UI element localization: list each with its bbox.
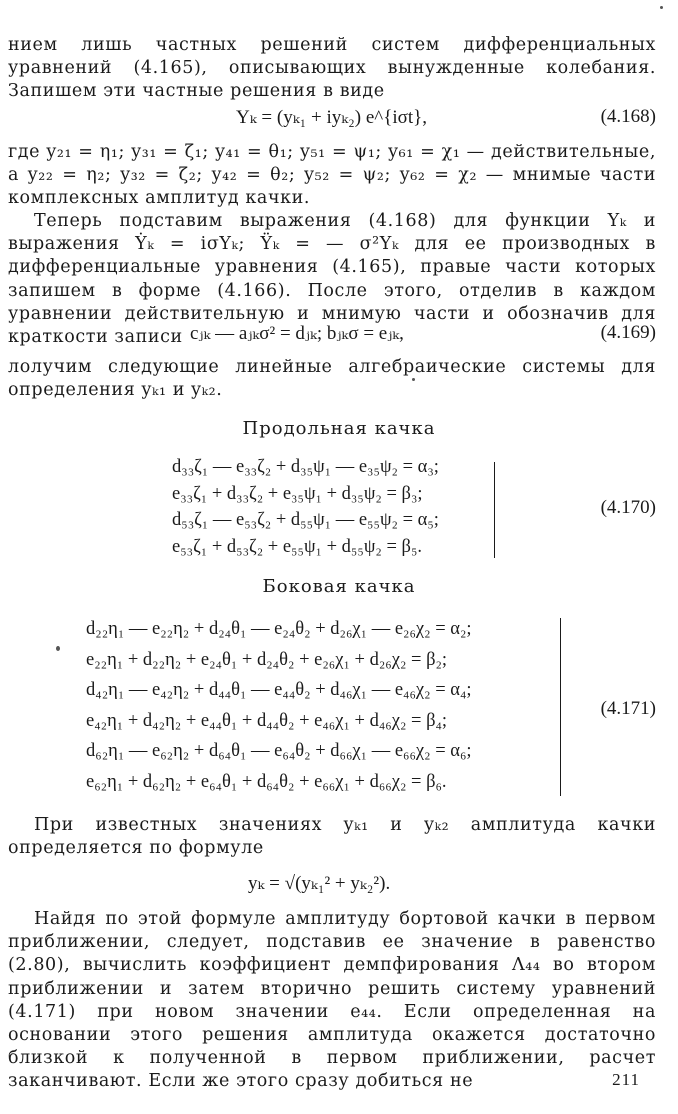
system-4-170 bbox=[172, 454, 439, 560]
scan-speck bbox=[412, 378, 415, 381]
system-4-171 bbox=[86, 614, 472, 798]
system-4-170-row: e₅₃ζ₁ + d₅₃ζ₂ + e₅₅ψ₁ + d₅₅ψ₂ = β₅. bbox=[172, 536, 423, 557]
system-4-171-row: d₆₂η₁ — e₆₂η₂ + d₆₄θ₁ — e₆₄θ₂ + d₆₆χ₁ — e₆₆χ₂ = α₆; bbox=[86, 741, 472, 762]
scan-speck bbox=[660, 6, 663, 9]
heading-lateral: Боковая качка bbox=[262, 576, 416, 597]
equation-4-168: Yₖ = (yₖ₁ + iyₖ₂) e^{iσt}, bbox=[236, 107, 428, 128]
system-4-170-row: d₃₃ζ₁ — e₃₃ζ₂ + d₃₅ψ₁ — e₃₅ψ₂ = α₃; bbox=[172, 457, 439, 477]
system-4-171-row: d₂₂η₁ — e₂₂η₂ + d₂₄θ₁ — e₂₄θ₂ + d₂₆χ₁ — e₂₆χ₂ = α₂; bbox=[86, 619, 472, 639]
paragraph-substitution: Теперь подставим выражения (4.168) для функции Yₖ и выражения Ẏₖ = iσYₖ; Ÿₖ = — σ²Yₖ для ее производных в дифференциальные уравнения (4.165), правые части которых запишем в форме (4.166). После этого, отделив в каждом уравнении действительную и мнимую части и обозначив для краткости записи bbox=[8, 211, 656, 348]
paragraph-procedure: Найдя по этой формуле амплитуду бортовой качки в первом приближении, следует, подставив ее значение в равенство (2.80), вычислить коэффициент демпфирования Λ₄₄ во втором приближении и затем вторично решить систему уравнений (4.171) при новом значении e₄₄. Если определенная на основании этого решения амплитуда окажется достаточно близкой к полученной в первом приближении, расчет заканчивают. Если же этого сразу добиться не bbox=[8, 909, 656, 1092]
heading-longitudinal: Продольная качка bbox=[242, 418, 436, 439]
equation-number-4-168: (4.168) bbox=[600, 106, 656, 127]
paragraph-intro: нием лишь частных решений систем дифференциальных уравнений (4.165), описывающих вынужденные колебания. Запишем эти частные решения в виде bbox=[8, 35, 656, 102]
paragraph-variables: где y₂₁ = η₁; y₃₁ = ζ₁; y₄₁ = θ₁; y₅₁ = ψ₁; y₆₁ = χ₁ — действительные, а y₂₂ = η₂; y₃₂ = ζ₂; y₄₂ = θ₂; y₅₂ = ψ₂; y₆₂ = χ₂ — мнимые части комплексных амплитуд качки. bbox=[8, 142, 656, 209]
brace-4-171 bbox=[560, 618, 561, 796]
system-4-170-row: e₃₃ζ₁ + d₃₃ζ₂ + e₃₅ψ₁ + d₃₅ψ₂ = β₃; bbox=[172, 483, 423, 504]
equation-amplitude: yₖ = √(yₖ₁² + yₖ₂²). bbox=[248, 873, 391, 894]
paragraph-systems-intro: лолучим следующие линейные алгебраические системы для определения yₖ₁ и yₖ₂. bbox=[8, 357, 656, 401]
equation-number-4-169: (4.169) bbox=[600, 322, 656, 343]
scan-speck bbox=[56, 646, 60, 651]
system-4-171-row: e₄₂η₁ + d₄₂η₂ + e₄₄θ₁ + d₄₄θ₂ + e₄₆χ₁ + d₄₆χ₂ = β₄; bbox=[86, 710, 448, 731]
brace-4-170 bbox=[494, 462, 495, 558]
paragraph-amplitude: При известных значениях yₖ₁ и yₖ₂ амплитуда качки определяется по формуле bbox=[8, 815, 656, 859]
system-4-171-row: d₄₂η₁ — e₄₂η₂ + d₄₄θ₁ — e₄₄θ₂ + d₄₆χ₁ — e₄₆χ₂ = α₄; bbox=[86, 680, 472, 701]
equation-4-169: cⱼₖ — aⱼₖσ² = dⱼₖ; bⱼₖσ = eⱼₖ, bbox=[190, 323, 404, 344]
system-4-171-row: e₂₂η₁ + d₂₂η₂ + e₂₄θ₁ + d₂₄θ₂ + e₂₆χ₁ + d₂₆χ₂ = β₂; bbox=[86, 649, 448, 670]
system-4-171-row: e₆₂η₁ + d₆₂η₂ + e₆₄θ₁ + d₆₄θ₂ + e₆₆χ₁ + d₆₆χ₂ = β₆. bbox=[86, 771, 447, 792]
equation-number-4-170: (4.170) bbox=[600, 497, 656, 518]
equation-number-4-171: (4.171) bbox=[600, 698, 656, 719]
system-4-170-row: d₅₃ζ₁ — e₅₃ζ₂ + d₅₅ψ₁ — e₅₅ψ₂ = α₅; bbox=[172, 510, 439, 530]
page-number: 211 bbox=[612, 1070, 640, 1089]
